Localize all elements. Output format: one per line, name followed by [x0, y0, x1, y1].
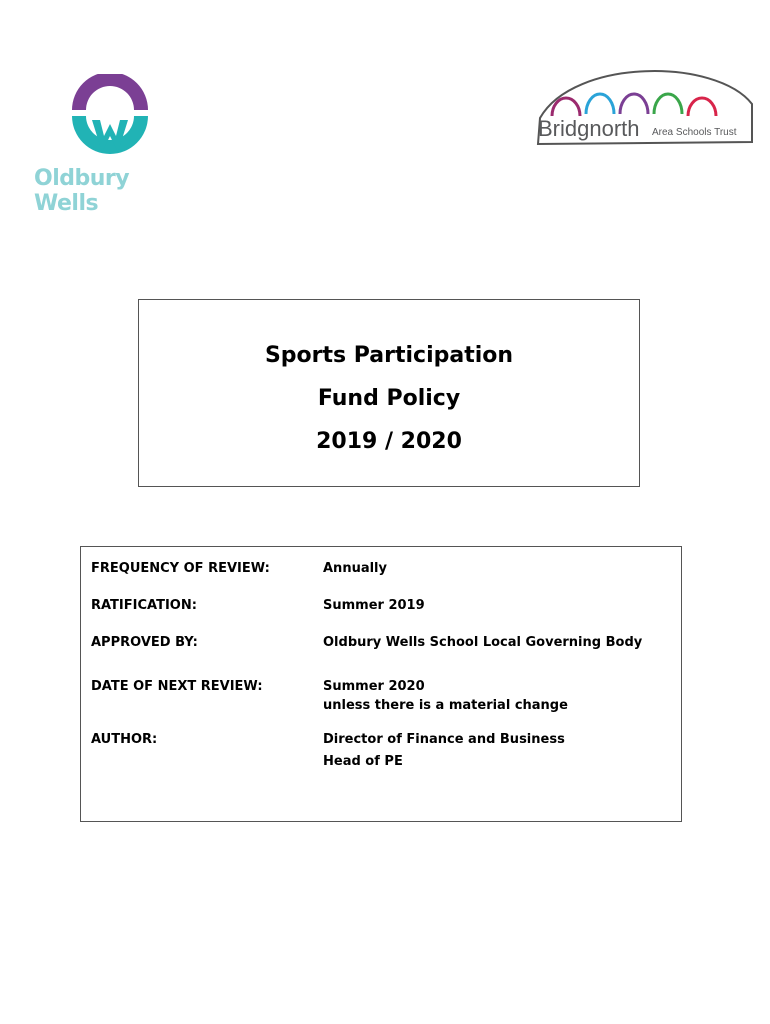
info-value: Director of Finance and Business [323, 732, 565, 747]
info-value: Annually [323, 561, 387, 576]
info-label: FREQUENCY OF REVIEW: [91, 561, 270, 576]
title-line-3: 2019 / 2020 [316, 429, 462, 454]
oldbury-wells-logo-text: Oldbury Wells [34, 166, 130, 216]
policy-title-box [138, 299, 640, 487]
bridgnorth-logo-text: Bridgnorth [538, 116, 640, 141]
info-value-secondary: unless there is a material change [323, 698, 568, 713]
info-value: Oldbury Wells School Local Governing Body [323, 635, 643, 650]
policy-info-box [80, 546, 682, 822]
info-label: RATIFICATION: [91, 598, 197, 613]
info-label: APPROVED BY: [91, 635, 198, 650]
info-label: AUTHOR: [91, 732, 158, 747]
bridgnorth-trust-logo [534, 64, 756, 150]
info-value-secondary: Head of PE [323, 754, 403, 769]
info-value: Summer 2020 [323, 679, 425, 694]
title-line-2: Fund Policy [317, 386, 461, 411]
info-label: DATE OF NEXT REVIEW: [91, 679, 263, 694]
title-line-1: Sports Participation [264, 343, 514, 368]
oldbury-wells-emblem-icon [62, 74, 158, 164]
oldbury-wells-logo [34, 74, 194, 216]
info-value: Summer 2019 [323, 598, 425, 613]
area-schools-trust-text: Area Schools Trust [652, 127, 737, 138]
